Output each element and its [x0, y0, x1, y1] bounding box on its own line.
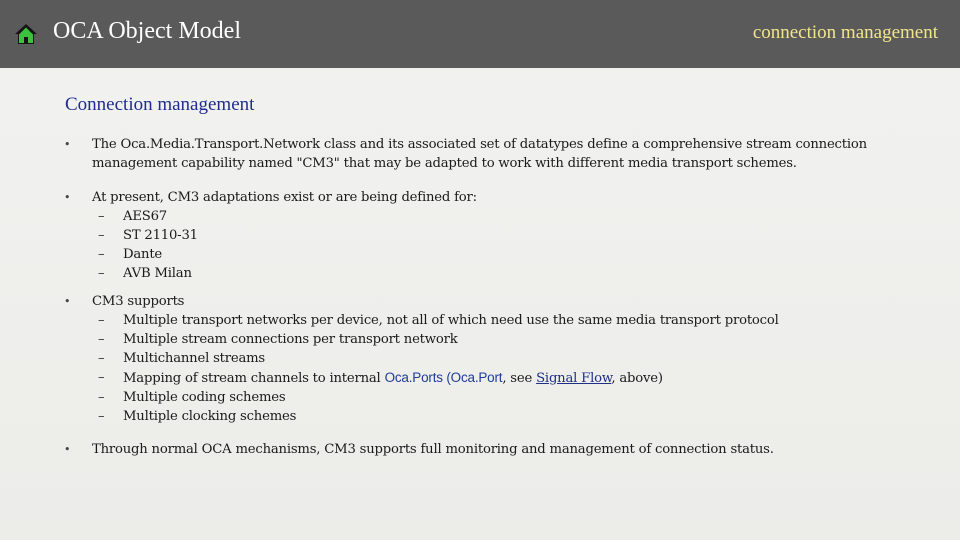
dash-marker: – — [98, 209, 105, 224]
bullet-cm3-supports — [64, 292, 918, 426]
list-item-text: AVB Milan — [123, 266, 192, 281]
dash-marker: – — [98, 390, 105, 405]
list-item-text: Multiple coding schemes — [123, 390, 286, 405]
dash-marker: – — [98, 332, 105, 347]
dash-marker: – — [98, 266, 105, 281]
bullet-marker: • — [64, 443, 71, 456]
dash-marker: – — [98, 228, 105, 243]
list-item — [92, 368, 918, 388]
list-item-text: ST 2110-31 — [123, 228, 198, 243]
list-item — [92, 388, 918, 407]
bullet-text: Through normal OCA mechanisms, CM3 supports full monitoring and management of connection status. — [92, 442, 774, 457]
bullet-marker: • — [64, 191, 71, 204]
bullet-marker: • — [64, 138, 71, 151]
bullet-marker: • — [64, 295, 71, 308]
list-item — [92, 207, 918, 226]
slide-heading: Connection management — [65, 94, 255, 115]
header-bar — [0, 0, 960, 68]
dash-marker: – — [98, 409, 105, 424]
list-item-text: Mapping of stream channels to internal — [123, 371, 385, 386]
bullet-oca-media-transport — [64, 135, 918, 173]
bullet-monitoring — [64, 440, 918, 459]
paren-open: ( — [442, 370, 451, 385]
list-item-text: Multiple transport networks per device, not all of which need use the same media transport protocol — [123, 313, 779, 328]
list-item — [92, 264, 918, 283]
bullet-text: CM3 supports — [92, 294, 185, 309]
list-item-text: , see — [502, 371, 537, 386]
list-item-text: AES67 — [123, 209, 167, 224]
list-item-text: Dante — [123, 247, 163, 262]
bullet-adaptations — [64, 188, 918, 283]
section-label: connection management — [752, 22, 938, 43]
oca-ports-term: Oca.Ports — [384, 370, 443, 385]
list-item — [92, 330, 918, 349]
dash-marker: – — [98, 351, 105, 366]
bullet-text: At present, CM3 adaptations exist or are being defined for: — [92, 190, 477, 205]
list-item-text: Multiple stream connections per transport network — [123, 332, 458, 347]
list-item — [92, 407, 918, 426]
list-item — [92, 311, 918, 330]
list-item — [92, 349, 918, 368]
oca-port-term: Oca.Port — [450, 370, 503, 385]
home-icon[interactable] — [14, 22, 38, 46]
list-item — [92, 245, 918, 264]
page-title: OCA Object Model — [53, 18, 241, 44]
dash-marker: – — [98, 370, 105, 385]
bullet-text: The Oca.Media.Transport.Network class and its associated set of datatypes define a comprehensive stream connection management capability named "CM3" that may be adapted to work with different media transport schemes. — [92, 137, 867, 171]
list-item — [92, 226, 918, 245]
list-item-text: Multichannel streams — [123, 351, 265, 366]
list-item-text: Multiple clocking schemes — [123, 409, 297, 424]
list-item-text: , above) — [611, 371, 663, 386]
dash-marker: – — [98, 313, 105, 328]
signal-flow-link[interactable]: Signal Flow — [536, 371, 612, 386]
dash-marker: – — [98, 247, 105, 262]
